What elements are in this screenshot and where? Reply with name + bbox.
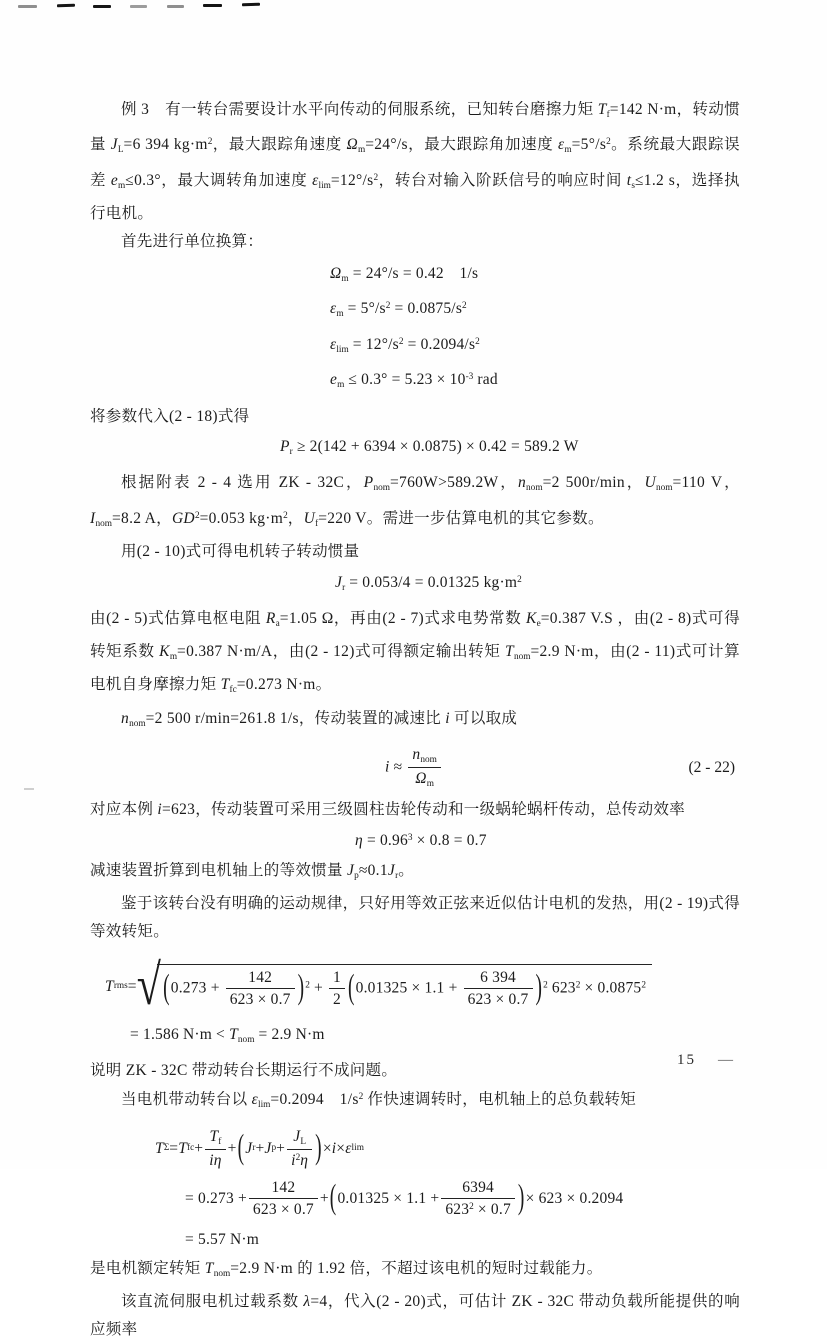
scan-mark xyxy=(130,5,147,8)
equation-error-rad: $e_m \le 0.3^\circ = 5.23 \times 10^{-3}$ rad xyxy=(330,371,498,391)
paragraph-equivalent-inertia: 减速装置折算到电机轴上的等效惯量 $J_p\approx 0.1J_r$。 xyxy=(90,862,415,881)
scan-mark xyxy=(93,5,111,8)
scan-mark xyxy=(203,4,222,7)
paragraph-rotor-inertia-lead: 用(2 - 10)式可得电机转子转动惯量 xyxy=(121,542,360,560)
paragraph-response-frequency-lead: 该直流伺服电机过载系数 λ=4，代入(2 - 20)式，可估计 ZK - 32C 带动负载所能提供的响应频率 xyxy=(90,1293,740,1338)
paragraph-substitute-2-18: 将参数代入(2 - 18)式得 xyxy=(90,407,250,425)
scan-artifact xyxy=(24,788,34,790)
paragraph-overload-ratio: 是电机额定转矩 $T_{nom}=2.9$ N·m 的 1.92 倍，不超过该电机的短时过载能力。 xyxy=(90,1260,603,1279)
page-number-value: 15 xyxy=(677,1052,696,1068)
scan-mark xyxy=(242,3,260,7)
equation-rotor-inertia: $J_r = 0.053/4 = 0.01325$ $kg\cdot m^2$ xyxy=(335,574,522,594)
equation-total-torque: T Σ = T fc + $\frac{T_f}{i\eta}$ + ( J r + J p + $\frac{J_L}{i^2\eta}$ ) × i × ε lim xyxy=(155,1127,364,1170)
paragraph-motor-selection: 根据附表 2 - 4 选用 ZK - 32C，$P_{nom}=760W>589.2W$，$n_{nom}=2$ 500r/min，$U_{nom}=110$ V，$I_{nom}=8.2$ A，$GD^2=0.053$ $kg\cdot m^2$，$U_f=220$ V。需进一步估算电机的其它参数。 xyxy=(90,474,740,529)
equation-total-torque-result: = 5.57 N·m xyxy=(185,1230,260,1248)
scan-mark xyxy=(18,5,37,8)
equation-gear-ratio: i ≈ $\frac{n_{nom}}{\Omega_m}$ xyxy=(385,745,443,791)
paragraph-equivalent-torque-lead: 鉴于该转台没有明确的运动规律，只好用等效正弦来近似估计电机的发热，用(2 - 19)式得等效转矩。 xyxy=(90,895,740,940)
equation-block-unit-conversions xyxy=(330,260,740,399)
equation-total-torque-numeric: = 0.273 + $\frac{142}{623 \times 0.7}$ + ( 0.01325 × 1.1 + $\frac{6394}{623^2 \times 0.7}$ ) × 623 × 0.2094 xyxy=(185,1178,624,1219)
paragraph-example-statement: 例 3 有一转台需要设计水平向传动的伺服系统，已知转台磨擦力矩 $T_f=142$ N·m，转动惯量 $J_L=6$ 394 $kg\cdot m^2$，最大跟踪角速度 $\Omega_m=24^\circ/s$，最大跟踪角加速度 $\varepsilon_m=5^\circ/s^2$。系统最大跟踪误差 $e_m\le 0.3^\circ$，最大调转角加速度 $\varepsilon_{lim}=12^\circ/s^2$，转台对输入阶跃信号的响应时间 $t_s\le 1.2$ s，选择执行电机。 xyxy=(90,101,740,223)
equation-row-gear-ratio xyxy=(385,745,740,791)
equation-rms-torque-result: = 1.586 $N\cdot m < T_{nom} = 2.9$ N·m xyxy=(130,1026,325,1046)
equation-number-2-22: (2 - 22) xyxy=(688,758,735,776)
equation-rms-torque: T rms = √ (0.273 + $\frac{142}{623 \times 0.7}$ )$^2$ + $\frac{1}{2}$ (0.01325 × 1.1 + $\frac{6 394}{623 \times 0.7}$ )$^2$ $623^2 \times 0.0875^2$ xyxy=(105,955,740,1017)
paragraph-gear-ratio-lead: $n_{nom}=2$ 500 r/min=261.8 1/s，传动装置的减速比 i 可以取成 xyxy=(121,709,518,729)
scan-mark xyxy=(57,4,75,8)
page-number-dash: — xyxy=(718,1052,735,1068)
paragraph-fast-slew-lead: 当电机带动转台以 $\varepsilon_{lim}=0.2094$ $1/s^2$ 作快速调转时，电机轴上的总负载转矩 xyxy=(121,1091,637,1111)
equation-omega-m: $\Omega_m = 24^\circ/s = 0.42$ 1/s xyxy=(330,265,479,284)
paragraph-unit-conversion-lead: 首先进行单位换算： xyxy=(121,232,264,250)
paragraph-motor-parameters: 由(2 - 5)式估算电枢电阻 $R_a=1.05$ Ω，再由(2 - 7)式求电势常数 $K_e=0.387$ V.S ，由(2 - 8)式可得转矩系数 $K_m=0.387$ N·m/A，由(2 - 12)式可得额定输出转矩 $T_{nom}=2.9$ N·m，由(2 - 11)式可计算电机自身摩擦力矩 $T_{fc}=0.273$ N·m。 xyxy=(90,609,740,696)
page-number xyxy=(677,1052,735,1069)
equation-epsilon-lim: $\varepsilon_{lim} = 12^\circ/s^2 = 0.2094/s^2$ xyxy=(330,335,480,355)
scan-mark xyxy=(167,5,184,8)
equation-epsilon-m: $\varepsilon_m = 5^\circ/s^2 = 0.0875/s^2$ xyxy=(330,300,467,320)
equation-required-power: $P_r \ge 2(142 + 6394 \times 0.0875) \times 0.42 = 589.2$ W xyxy=(280,438,579,457)
paragraph-long-term-ok: 说明 ZK - 32C 带动转台长期运行不成问题。 xyxy=(90,1061,398,1079)
paragraph-transmission-efficiency-lead: 对应本例 i=623，传动装置可采用三级圆柱齿轮传动和一级蜗轮蜗杆传动，总传动效率 xyxy=(90,800,685,818)
equation-efficiency: $\eta = 0.96^3 \times 0.8 = 0.7$ xyxy=(355,832,487,850)
